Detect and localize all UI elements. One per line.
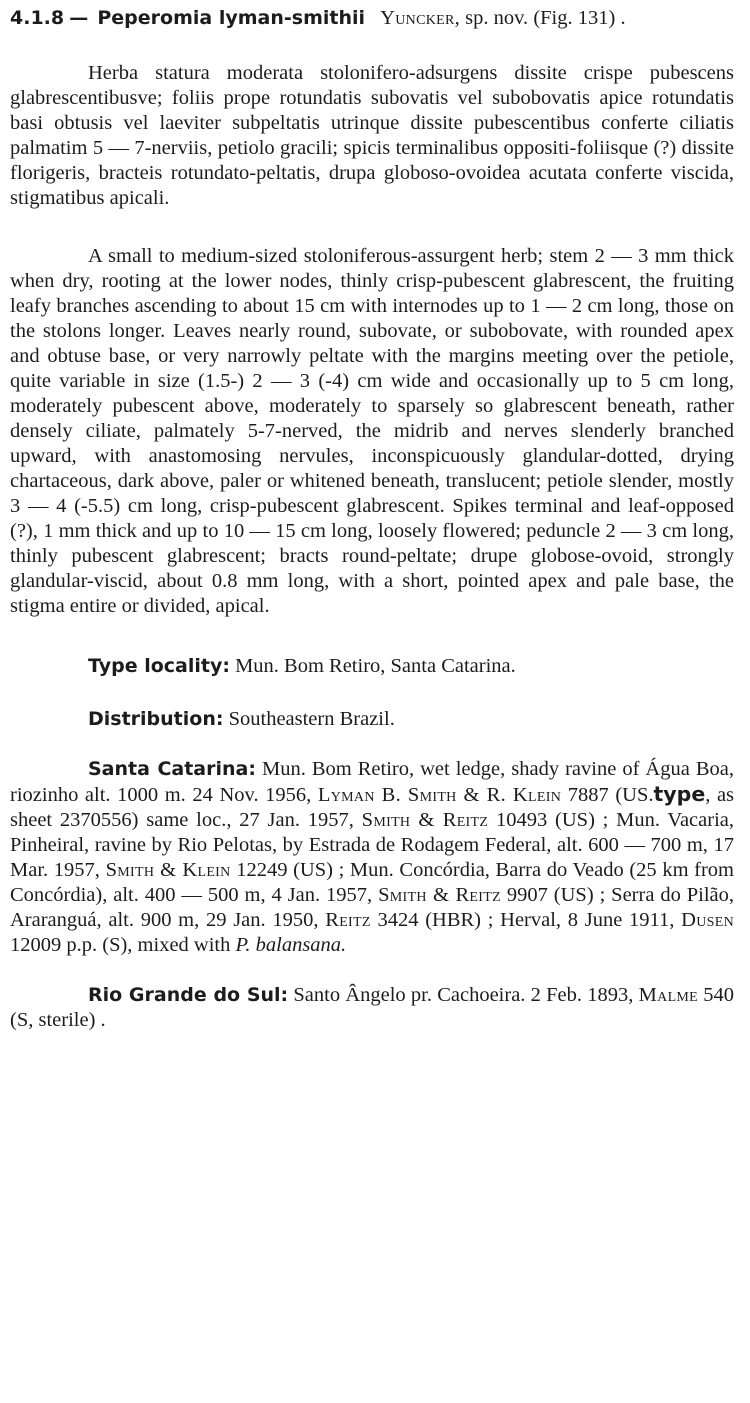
specimen-text: 9907 (US) ; Serra do Pilão, Araranguá, alt. 900 m, 29 Jan. 1950, [10, 884, 735, 931]
specimen-text: 12009 p.p. (S), mixed with [10, 934, 231, 956]
type-marker: type [653, 782, 706, 806]
collector-name: Smith & Klein [105, 859, 231, 881]
collector-name: Reitz [325, 909, 371, 931]
specimen-text: 3424 (HBR) ; Herval, 8 June 1911, [377, 909, 675, 931]
specimen-text: , as sheet 2370556) same loc., 27 Jan. 1957, [10, 784, 735, 831]
specimen-text: 12249 (US) ; Mun. Concórdia, Barra do Veado (25 km from Concórdia), alt. 400 — 500 m, 4 Jan. 1957, [10, 859, 735, 906]
type-locality [10, 654, 734, 679]
figure-reference: (Fig. 131) . [533, 7, 626, 29]
specimens-santa-catarina [10, 757, 734, 958]
species-reference: P. balansana. [235, 934, 347, 956]
rio-grande-label: Rio Grande do Sul: [88, 984, 289, 1006]
specimen-text: Santo Ângelo pr. Cachoeira. 2 Feb. 1893, [293, 984, 634, 1006]
latin-description: Herba statura moderata stolonifero-adsurgens dissite crispe pubescens glabrescentibusve; foliis prope rotundatis subovatis vel subobovatis apice rotundatis basi obtusis vel laeviter subpeltatis utrinque dissite pubescentibus conferte ciliatis palmatim 5 — 7-nerviis, petiolo gracili; spicis terminalibus oppositi-foliisque (?) dissite florigeris, bracteis rotundato-peltatis, drupa globoso-ovoidea acutata conferte viscida, stigmatibus apicali. [10, 62, 734, 209]
specimen-text: Mun. Bom Retiro, wet ledge, shady ravine of Água Boa, riozinho alt. 1000 m. 24 Nov. 1956, [10, 758, 734, 806]
specimen-text: 10493 (US) ; Mun. Vacaria, Pinheiral, ravine by Rio Pelotas, by Estrada de Rodagem Federal, alt. 600 — 700 m, 17 Mar. 1957, [10, 809, 734, 881]
english-description: A small to medium-sized stoloniferous-assurgent herb; stem 2 — 3 mm thick when dry, rooting at the lower nodes, thinly crisp-pubescent glabrescent, the fruiting leafy branches ascending to about 15 cm with internodes up to 1 — 2 cm long, those on the stolons longer. Leaves nearly round, subovate, or subobovate, with rounded apex and obtuse base, or very narrowly peltate with the margins meeting over the petiole, quite variable in size (1.5-) 2 — 3 (-4) cm wide and occasionally up to 5 cm long, moderately pubescent above, moderately to sparsely so glabrescent beneath, rather densely ciliate, palmately 5-7-nerved, the midrib and nerves slenderly branched upward, with anastomosing nervules, inconspicuously glandular-dotted, drying chartaceous, dark above, paler or whitened beneath, translucent; petiole slender, mostly 3 — 4 (-5.5) cm long, crisp-pubescent glabrescent. Spikes terminal and leaf-opposed (?), 1 mm thick and up to 10 — 15 cm long, loosely flowered; peduncle 2 — 3 cm long, thinly pubescent glabrescent; bracts round-peltate; drupe globose-ovoid, strongly glandular-viscid, about 0.8 mm long, with a short, pointed apex and pale base, the stigma entire or divided, apical. [10, 245, 734, 617]
species-name: Peperomia lyman-smithii [97, 7, 366, 29]
collector-name: Dusen [681, 909, 735, 931]
species-number: 4.1.8 [10, 7, 65, 29]
distribution-label: Distribution: [88, 708, 224, 730]
species-heading [10, 6, 734, 31]
distribution [10, 707, 734, 732]
species-status: sp. nov. [465, 7, 529, 29]
specimens-rio-grande-do-sul [10, 983, 734, 1033]
collector-name: Lyman B. Smith & R. Klein [317, 784, 562, 806]
species-author: Yuncker, [380, 7, 461, 29]
collector-name: Malme [638, 984, 699, 1006]
page [10, 6, 734, 1033]
collector-name: Smith & Reitz [378, 884, 501, 906]
heading-dash: — [69, 7, 89, 29]
specimen-text: 540 (S, sterile) . [10, 984, 734, 1031]
specimen-text: 7887 (US. [567, 784, 654, 806]
santa-catarina-label: Santa Catarina: [88, 758, 256, 780]
type-locality-label: Type locality: [88, 655, 230, 677]
type-locality-text: Mun. Bom Retiro, Santa Catarina. [235, 655, 516, 677]
collector-name: Smith & Reitz [361, 809, 489, 831]
distribution-text: Southeastern Brazil. [228, 708, 395, 730]
